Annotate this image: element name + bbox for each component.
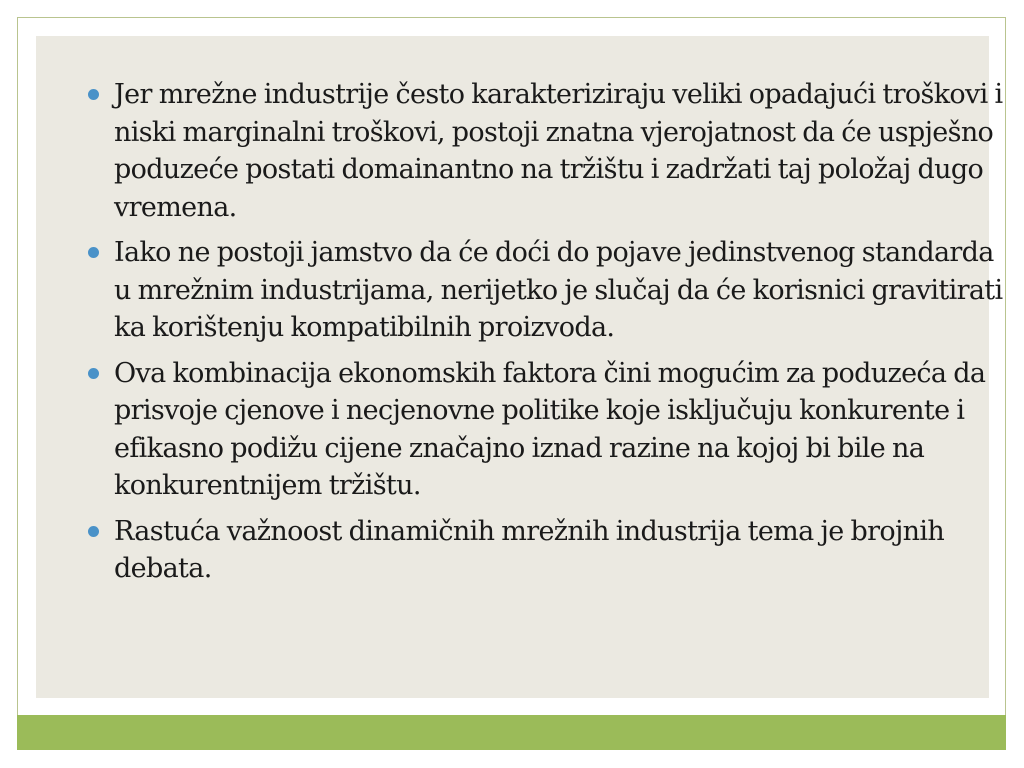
bullet-dot-icon [88, 526, 99, 537]
bullet-item [83, 355, 1013, 505]
content-panel [36, 36, 1003, 698]
footer-accent-bar [17, 715, 1006, 750]
bullet-item [83, 234, 1013, 347]
bullet-text: Ova kombinacija ekonomskih faktora čini mogućim za poduzeća da prisvoje cjenove i necjenovne politike koje isključuju konkurente i efikasno podižu cijene značajno iznad razine na kojoj bi bile na konkurentnijem tržištu. [114, 357, 986, 501]
bullet-dot-icon [88, 368, 99, 379]
bullet-list [83, 76, 1013, 596]
bullet-dot-icon [88, 89, 99, 100]
bullet-text: Rastuća važnoost dinamičnih mrežnih industrija tema je brojnih debata. [114, 515, 945, 584]
bullet-text: Iako ne postoji jamstvo da će doći do pojave jedinstvenog standarda u mrežnim industrijama, nerijetko je slučaj da će korisnici gravitirati ka korištenju kompatibilnih proizvoda. [114, 237, 1003, 343]
bullet-text: Jer mrežne industrije često karakteriziraju veliki opadajući troškovi i niski marginalni troškovi, postoji znatna vjerojatnost da će uspješno poduzeće postati domainantno na tržištu i zadržati taj položaj dugo vremena. [114, 79, 1003, 223]
bullet-item [83, 513, 1013, 588]
bullet-item [83, 76, 1013, 226]
bullet-dot-icon [88, 247, 99, 258]
